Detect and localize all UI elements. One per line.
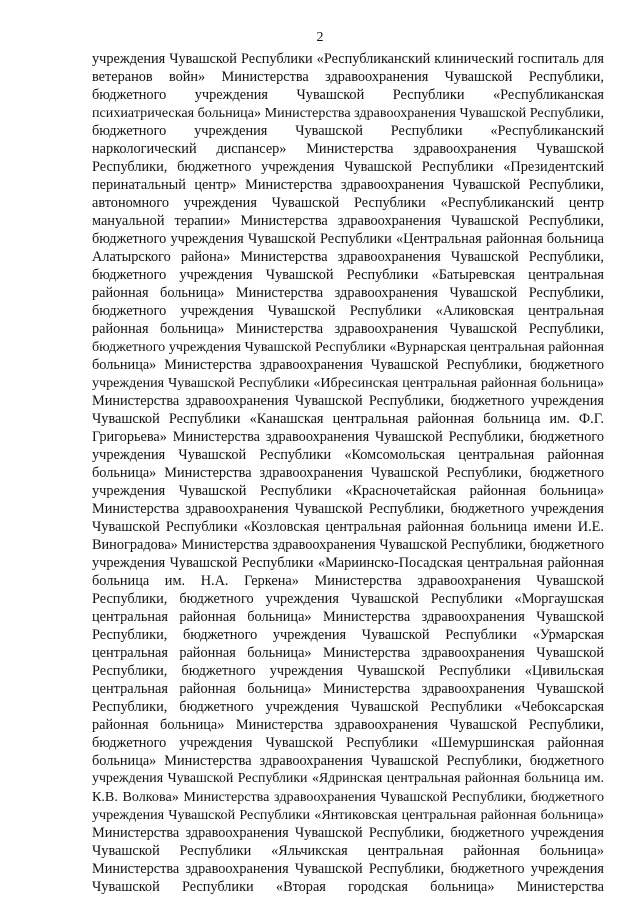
- text-line: учреждения Чувашской Республики «Янтиковская центральная районная больница»: [92, 807, 604, 823]
- text-line: учреждения Чувашской Республики «Республиканский клинический госпиталь для: [92, 51, 604, 67]
- text-line: бюджетного учреждения Чувашской Республики «Шемуршинская районная: [92, 735, 604, 751]
- text-line: Республики, бюджетного учреждения Чувашской Республики «Президентский: [92, 159, 604, 175]
- text-line: учреждения Чувашской Республики «Комсомольская центральная районная: [92, 447, 604, 463]
- text-line: центральная районная больница» Министерства здравоохранения Чувашской: [92, 609, 604, 625]
- text-line: Алатырского района» Министерства здравоохранения Чувашской Республики,: [92, 249, 604, 265]
- text-line: Чувашской Республики «Козловская центральная районная больница имени И.Е.: [92, 519, 604, 535]
- text-line: учреждения Чувашской Республики «Ибресинская центральная районная больница»: [92, 375, 604, 391]
- text-line: Чувашской Республики «Вторая городская больница» Министерства: [92, 879, 604, 895]
- text-line: центральная районная больница» Министерства здравоохранения Чувашской: [92, 681, 604, 697]
- text-line: Чувашской Республики «Яльчикская центральная районная больница»: [92, 843, 604, 859]
- text-line: центральная районная больница» Министерства здравоохранения Чувашской: [92, 645, 604, 661]
- text-line: учреждения Чувашской Республики «Мариинско-Посадская центральная районная: [92, 555, 604, 571]
- text-line: бюджетного учреждения Чувашской Республики «Батыревская центральная: [92, 267, 604, 283]
- text-line: Виноградова» Министерства здравоохранения Чувашской Республики, бюджетного: [92, 537, 604, 553]
- text-line: бюджетного учреждения Чувашской Республики «Республиканская: [92, 87, 604, 103]
- text-line: мануальной терапии» Министерства здравоохранения Чувашской Республики,: [92, 213, 604, 229]
- text-line: больница» Министерства здравоохранения Чувашской Республики, бюджетного: [92, 465, 604, 481]
- text-line: больница» Министерства здравоохранения Чувашской Республики, бюджетного: [92, 357, 604, 373]
- text-line: районная больница» Министерства здравоохранения Чувашской Республики,: [92, 285, 604, 301]
- text-line: Республики, бюджетного учреждения Чувашской Республики «Чебоксарская: [92, 699, 604, 715]
- text-line: бюджетного учреждения Чувашской Республики «Республиканский: [92, 123, 604, 139]
- text-line: К.В. Волкова» Министерства здравоохранения Чувашской Республики, бюджетного: [92, 789, 604, 805]
- text-line: Республики, бюджетного учреждения Чувашской Республики «Урмарская: [92, 627, 604, 643]
- page-number: 2: [316, 30, 324, 45]
- text-line: Министерства здравоохранения Чувашской Республики, бюджетного учреждения: [92, 861, 604, 877]
- text-line: Министерства здравоохранения Чувашской Республики, бюджетного учреждения: [92, 393, 604, 409]
- body-text: [92, 50, 604, 896]
- text-line: бюджетного учреждения Чувашской Республики «Центральная районная больница: [92, 231, 604, 247]
- text-line: районная больница» Министерства здравоохранения Чувашской Республики,: [92, 321, 604, 337]
- text-line: наркологический диспансер» Министерства здравоохранения Чувашской: [92, 141, 604, 157]
- text-line: психиатрическая больница» Министерства здравоохранения Чувашской Республики,: [92, 105, 604, 121]
- text-line: учреждения Чувашской Республики «Красночетайская районная больница»: [92, 483, 604, 499]
- text-line: бюджетного учреждения Чувашской Республики «Вурнарская центральная районная: [92, 339, 604, 355]
- text-line: ветеранов войн» Министерства здравоохранения Чувашской Республики,: [92, 69, 604, 85]
- text-line: Чувашской Республики «Канашская центральная районная больница им. Ф.Г.: [92, 411, 604, 427]
- text-line: Республики, бюджетного учреждения Чувашской Республики «Цивильская: [92, 663, 604, 679]
- text-line: Республики, бюджетного учреждения Чувашской Республики «Моргаушская: [92, 591, 604, 607]
- text-line: Григорьева» Министерства здравоохранения Чувашской Республики, бюджетного: [92, 429, 604, 445]
- text-line: больница» Министерства здравоохранения Чувашской Республики, бюджетного: [92, 753, 604, 769]
- text-line: автономного учреждения Чувашской Республики «Республиканский центр: [92, 195, 604, 211]
- text-line: Министерства здравоохранения Чувашской Республики, бюджетного учреждения: [92, 501, 604, 517]
- text-line: учреждения Чувашской Республики «Ядринская центральная районная больница им.: [92, 771, 604, 786]
- text-line: перинатальный центр» Министерства здравоохранения Чувашской Республики,: [92, 177, 604, 193]
- text-line: Министерства здравоохранения Чувашской Республики, бюджетного учреждения: [92, 825, 604, 841]
- text-line: больница им. Н.А. Геркена» Министерства здравоохранения Чувашской: [92, 573, 604, 589]
- text-line: районная больница» Министерства здравоохранения Чувашской Республики,: [92, 717, 604, 733]
- text-line: бюджетного учреждения Чувашской Республики «Аликовская центральная: [92, 303, 604, 319]
